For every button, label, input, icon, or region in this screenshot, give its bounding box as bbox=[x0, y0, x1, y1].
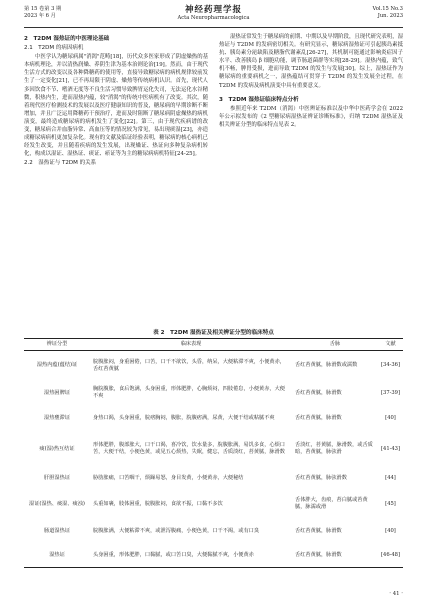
column-header: 临床表现 bbox=[90, 339, 292, 351]
table-cell: [45] bbox=[385, 500, 396, 507]
table-cell: 胁肋胀痛，口苦咽干，烦躁易怒，身目发黄，小便黄赤，大便秘结 bbox=[93, 475, 244, 482]
table-cell: 湿热证 bbox=[24, 544, 90, 568]
table-cell: 舌红苔黄腻，脉弦滑数 bbox=[295, 475, 347, 482]
clinical-features-table bbox=[24, 338, 403, 568]
section-heading: 3 T2DM 湿热证临床特点分析 bbox=[219, 96, 299, 103]
body-paragraph: 参照近年来 T2DM（消渴）中医辨证标准以及中华中医药学会在 2022 年公示拟发布的《2 型糖尿病湿热证辨证诊断标准》，归纳 T2DM 湿热证及相关辨证分型的临床特点见表 2。 bbox=[219, 105, 403, 128]
table-row bbox=[24, 490, 403, 519]
table-cell: 舌红苔黄腻，脉滑数 bbox=[295, 527, 342, 534]
header-volume-info bbox=[373, 6, 403, 20]
table-cell: [41-43] bbox=[381, 445, 401, 452]
column-header: 文献 bbox=[378, 339, 403, 351]
header-rule bbox=[24, 27, 403, 28]
right-column bbox=[219, 33, 403, 129]
table-cell: 形体肥胖，腹部胀大，口干口渴，喜冷饮，饮水量多，脘腹胀满，易饥多食，心烦口苦，大便干结，小便色黄，或见五心烦热，失眠，健忘，舌质淡红，苔黄腻，脉滑数 bbox=[93, 442, 285, 456]
date-en: Jun. 2023 bbox=[377, 13, 403, 19]
body-paragraph: 湿热证常发生于糖尿病的前期、中期以及早期阶段，且现代研究表明，湿热证与 T2DM 的发病密切相关。有研究显示，糖尿病湿热证可引起胰岛素抵抗、胰岛素分泌缺陷及糖脂代谢紊乱[26-27]，其机制可能通过影响炎症因子水平、改善胰岛 β 细胞功能，调节肠道菌群等实现[28-29]。湿热内蕴，致气机不畅，脾胃受损，进而导致 T2DM 的发生与发展[30]。综上，湿热证作为糖尿病的重要病机之一，湿热蕴结可贯穿于 T2DM 的发生发展全过程，在 T2DM 的发病及病机演变中具有重要意义。 bbox=[219, 34, 403, 89]
volume-en: Vol.15 No.3 bbox=[372, 6, 403, 12]
table-cell: 头身困重，形体肥胖，口黏腻，或口苦口臭，大便黏腻不爽，小便黄赤 bbox=[90, 544, 292, 568]
table-cell: 头重如裹，肢体困重，脘腹胀闷，食欲不振，口黏不多饮 bbox=[93, 500, 223, 507]
table-cell: 舌红苔黄腻，脉滑数或濡数 bbox=[295, 362, 358, 369]
table-cell: 舌体胖大，齿痕，苔白腻或苔黄腻，脉濡或滑 bbox=[295, 497, 368, 511]
table-cell: 舌红苔黄腻，脉滑数 bbox=[295, 389, 342, 396]
table-cell: 湿证(湿热、痰湿、痰浊) bbox=[29, 500, 85, 507]
subsection-heading: 2.1 T2DM 的病因病机 bbox=[24, 45, 84, 52]
subsection-heading: 2.2 湿热证与 T2DM 的关系 bbox=[24, 160, 97, 167]
table-row bbox=[24, 431, 403, 468]
table-cell: 舌红苔黄腻，脉滑数 bbox=[295, 414, 342, 421]
table-row bbox=[24, 519, 403, 544]
journal-title-en: Acta Neuropharmacologica bbox=[177, 15, 250, 21]
table-cell: [40] bbox=[385, 527, 396, 534]
table-cell: 脘腹胀满，大便粘滞不爽，或泄泻腹痛，小便色黄，口干不渴，或有口臭 bbox=[93, 527, 260, 534]
table-cell: 肝胆湿热证 bbox=[44, 475, 70, 482]
table-header-row bbox=[24, 339, 403, 351]
table-cell: [46-48] bbox=[378, 544, 403, 568]
table-cell: [37-39] bbox=[381, 389, 401, 396]
header-journal bbox=[24, 6, 403, 22]
table-cell: 舌淡红，苔黄腻，脉滑数，或舌质暗，苔黄腻，脉弦滑 bbox=[295, 442, 373, 456]
column-header: 辨证分型 bbox=[24, 339, 90, 351]
table-cell: 肠道湿热证 bbox=[44, 527, 70, 534]
table-cell: 舌红苔黄腻，脉滑数 bbox=[292, 544, 378, 568]
table-cell: 湿热困脾证 bbox=[44, 389, 70, 396]
table-cell: 脘腹胀闷，身重困倦，口苦，口干不欲饮，头昏，纳呆，大便粘滞不爽，小便黄赤，舌红苔黄腻 bbox=[93, 358, 285, 372]
page-header bbox=[24, 6, 403, 28]
journal-title-cn: 神经药理学报 bbox=[184, 5, 242, 15]
table-cell: 身热口渴，头身困重，脘痞胸闷，腹胀，脘腹痞满，尿黄，大便干结或粘腻不爽 bbox=[93, 414, 275, 421]
volume-issue: 第 15 卷第 3 期 bbox=[24, 6, 62, 12]
column-header: 舌脉 bbox=[292, 339, 378, 351]
table-cell: [44] bbox=[385, 475, 396, 482]
table-cell: 湿热内蕴(蕴结)证 bbox=[36, 362, 78, 369]
body-paragraph: 中医学认为糖尿病属"消渴"范畴[18]，历代众多医家形成了阴虚燥热的基本病机理论，并以清热润燥、养阴生津为基本治则论治[19]。然而，由于现代生活方式的改变以及各种降糖药的使用等，直接导致糖尿病的病机规律较前发生了一定变化[21]，已不再局限于阴虚、燥热等传统病机认识。首先，现代人多因饮食不节、嗜酒无度等不良生活习惯导致脾胃运化失司，无法运化水谷精微，积热内生，进而湿热内蕴，较"消渴"的传统中医病机有了改变。其次，随着现代医疗检测技术的发展以及医疗健康知识的普及，糖尿病的早期诊断不断增加，并且广泛运用降糖药干预治疗，进而及时阻断了糖尿病阴虚燥热的病机演变，最终造成糖尿病的病机发生了变化[22]。第三，由于现代疾病谱的改变，糖尿病合并血脂异常、高血压等的情况较为常见，易出现痰湿[23]，亦造成糖尿病病机更加复杂化。现有的文献及临证经验表明，糖尿病的核心病机已经发生改变，并且随着疾病的发生发展，出现燥证、热证向多种复杂病机转化，构成以湿证、湿热证、痰证、瘀证等为主的糖尿病病机特征[24-25]。 bbox=[24, 54, 208, 158]
table-cell: 痰(湿)热互结证 bbox=[39, 445, 75, 452]
table-cell: [40] bbox=[385, 414, 396, 421]
issue-date: 2023 年 6 月 bbox=[24, 13, 56, 19]
table-cell: 胸脘腹胀，食后饱满，头身困重，形体肥胖，心胸烦闷，四肢倦怠，小便黄赤，大便不爽 bbox=[93, 386, 285, 400]
table-row bbox=[24, 544, 403, 568]
table-caption: 表 2 T2DM 湿热证及相关辨证分型的临床特点 bbox=[153, 330, 274, 336]
table-cell: [34-36] bbox=[381, 362, 401, 369]
table-row bbox=[24, 468, 403, 490]
table-cell: 湿热壅滞证 bbox=[44, 414, 70, 421]
page-number: · 41 · bbox=[389, 591, 403, 597]
left-column bbox=[24, 33, 208, 169]
table-row bbox=[24, 351, 403, 381]
section-heading: 2 T2DM 湿热证的中医理论基础 bbox=[24, 36, 110, 42]
table-row bbox=[24, 406, 403, 431]
table-row bbox=[24, 381, 403, 406]
